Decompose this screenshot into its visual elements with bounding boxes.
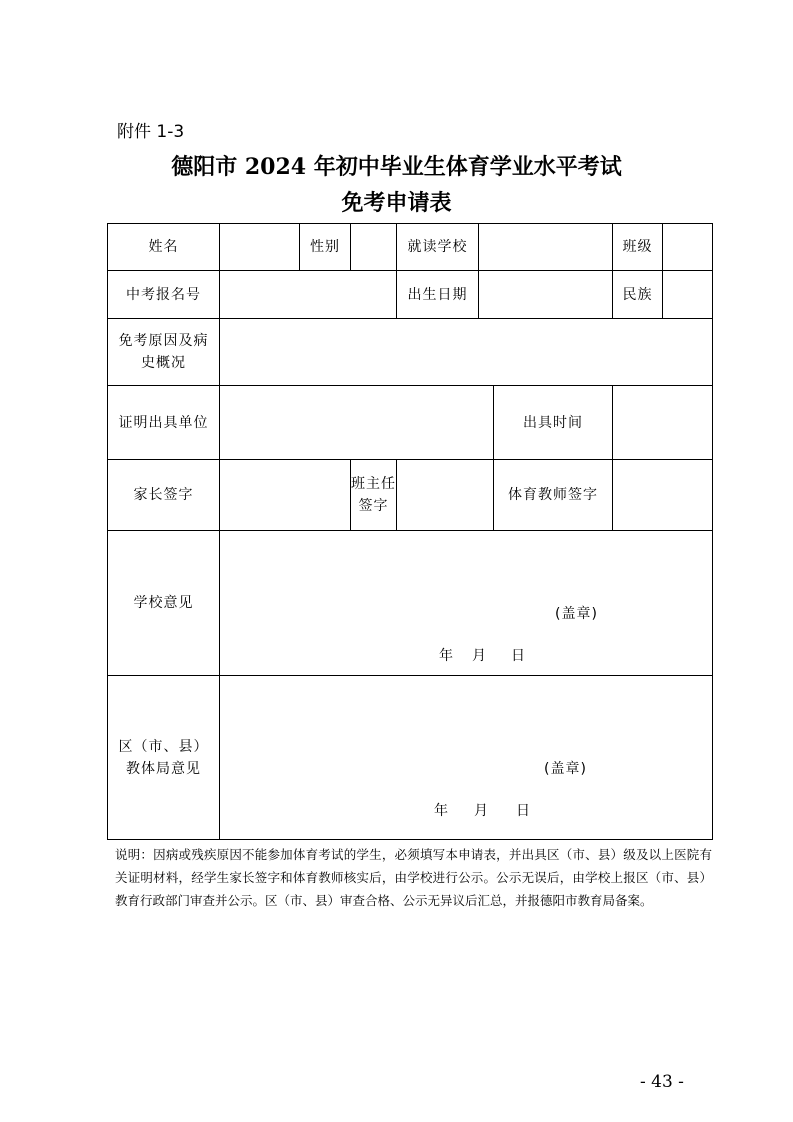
teacher-sign-label xyxy=(351,460,397,531)
table-row xyxy=(108,271,713,319)
district-opinion-label xyxy=(108,676,220,840)
school-month: 月 xyxy=(472,648,487,664)
reason-label-line1: 免考原因及病 xyxy=(118,333,209,349)
school-day: 日 xyxy=(511,648,526,664)
ethnicity-label: 民族 xyxy=(613,271,663,319)
issue-time-field[interactable] xyxy=(613,386,713,460)
reason-label xyxy=(108,319,220,386)
table-row xyxy=(108,319,713,386)
table-row xyxy=(108,676,713,840)
pe-teacher-sign-label: 体育教师签字 xyxy=(494,460,613,531)
district-opinion-field[interactable] xyxy=(220,676,713,840)
name-field[interactable] xyxy=(220,224,300,271)
school-seal-label: (盖章) xyxy=(555,606,598,622)
teacher-sign-field[interactable] xyxy=(397,460,494,531)
district-label-line1: 区（市、县） xyxy=(118,738,209,755)
cert-unit-field[interactable] xyxy=(220,386,494,460)
birth-label: 出生日期 xyxy=(397,271,479,319)
table-row xyxy=(108,224,713,271)
page-number: - 43 - xyxy=(640,1072,684,1092)
district-month: 月 xyxy=(474,803,489,819)
class-field[interactable] xyxy=(663,224,713,271)
reason-label-line2: 史概况 xyxy=(141,355,186,371)
school-date xyxy=(220,645,712,667)
issue-time-label: 出具时间 xyxy=(494,386,613,460)
parent-sign-label: 家长签字 xyxy=(108,460,220,531)
district-date xyxy=(220,800,712,822)
teacher-sign-label-line1: 班主任 xyxy=(351,476,396,492)
gender-field[interactable] xyxy=(351,224,397,271)
table-row xyxy=(108,531,713,676)
cert-unit-label: 证明出具单位 xyxy=(108,386,220,460)
gender-label: 性别 xyxy=(300,224,351,271)
teacher-sign-label-line2: 签字 xyxy=(358,498,389,514)
class-label: 班级 xyxy=(613,224,663,271)
exam-no-field[interactable] xyxy=(220,271,397,319)
school-opinion-field[interactable] xyxy=(220,531,713,676)
school-year: 年 xyxy=(439,648,454,664)
name-label: 姓名 xyxy=(108,224,220,271)
pe-teacher-sign-field[interactable] xyxy=(613,460,713,531)
table-row xyxy=(108,386,713,460)
exam-no-label: 中考报名号 xyxy=(108,271,220,319)
table-row xyxy=(108,460,713,531)
attachment-label: 附件 1-3 xyxy=(117,122,185,142)
reason-field[interactable] xyxy=(220,319,713,386)
parent-sign-field[interactable] xyxy=(220,460,351,531)
application-form-table xyxy=(107,223,713,840)
district-day: 日 xyxy=(516,803,531,819)
district-label-line2: 教体局意见 xyxy=(126,760,201,777)
form-subtitle: 免考申请表 xyxy=(341,190,452,216)
district-seal-label: (盖章) xyxy=(544,761,587,777)
birth-field[interactable] xyxy=(479,271,613,319)
form-title: 德阳市 2024 年初中毕业生体育学业水平考试 xyxy=(171,154,622,180)
form-note: 说明：因病或残疾原因不能参加体育考试的学生，必须填写本申请表，并出具区（市、县）级及以上医院有关证明材料，经学生家长签字和体育教师核实后，由学校进行公示。公示无误后，由学校上报区（市、县）教育行政部门审查并公示。区（市、县）审查合格、公示无异议后汇总，并报德阳市教育局备案。 xyxy=(115,847,712,908)
school-field[interactable] xyxy=(479,224,613,271)
school-opinion-label: 学校意见 xyxy=(108,531,220,676)
district-year: 年 xyxy=(434,803,449,819)
school-label: 就读学校 xyxy=(397,224,479,271)
ethnicity-field[interactable] xyxy=(663,271,713,319)
